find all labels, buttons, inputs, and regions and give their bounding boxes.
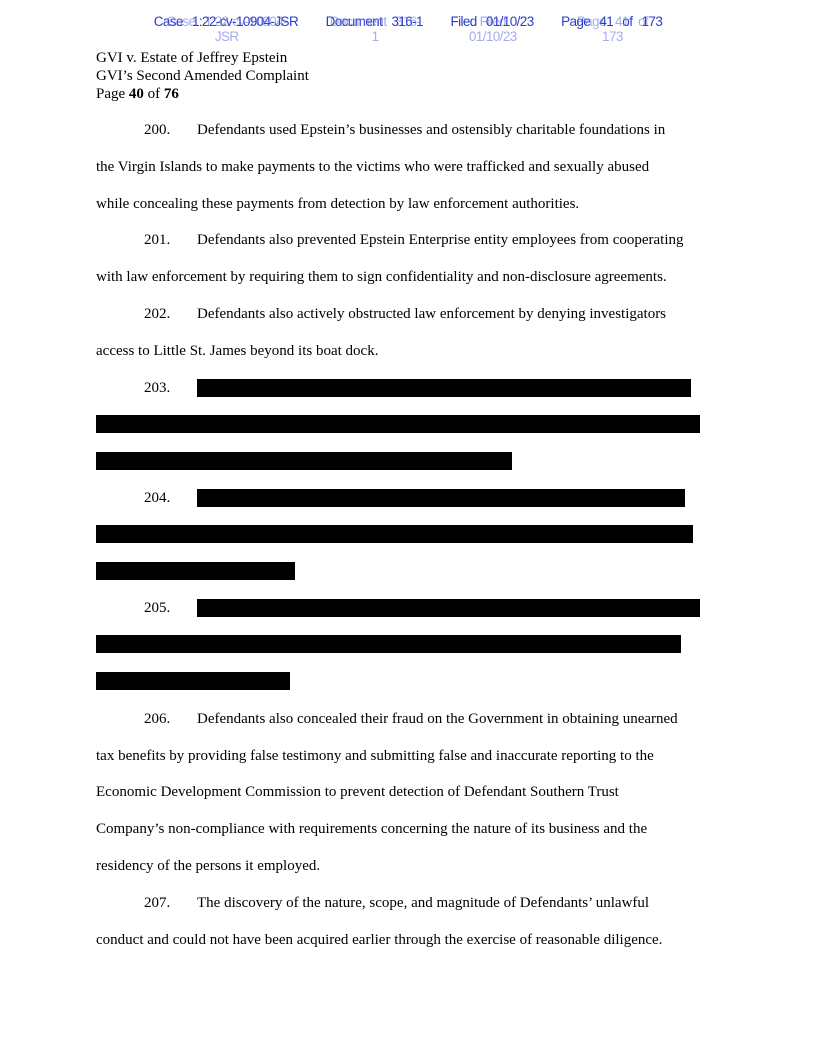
page-of: of xyxy=(147,86,161,102)
paragraph-line: Defendants also prevented Epstein Enterprise entity employees from cooperating xyxy=(197,232,684,248)
paragraph-line: while concealing these payments from detection by law enforcement authorities. xyxy=(96,196,580,212)
redaction-bar xyxy=(197,489,685,507)
court-filing-stamp xyxy=(0,14,816,29)
header-document-title: GVI’s Second Amended Complaint xyxy=(96,68,309,84)
header-case-title: GVI v. Estate of Jeffrey Epstein xyxy=(96,50,288,66)
paragraph-line: with law enforcement by requiring them to sign confidentiality and non-disclosure agreements. xyxy=(96,269,667,285)
paragraph-line: conduct and could not have been acquired earlier through the exercise of reasonable diligence. xyxy=(96,932,663,948)
paragraph-number: 205. xyxy=(144,600,171,616)
page-total: 76 xyxy=(163,86,179,102)
paragraph-number: 201. xyxy=(144,232,171,248)
redaction-bar xyxy=(197,379,691,397)
paragraph-number: 204. xyxy=(144,490,171,506)
redaction-bar xyxy=(96,415,700,433)
paragraph-line: access to Little St. James beyond its boat dock. xyxy=(96,343,379,359)
paragraph-line: Economic Development Commission to prevent detection of Defendant Southern Trust xyxy=(96,784,619,800)
header-page-number xyxy=(96,85,309,103)
paragraph-number: 202. xyxy=(144,306,171,322)
stamp-document-number: Document 316-1 Document 316-1 xyxy=(326,14,423,29)
page-number: 40 xyxy=(128,86,144,102)
paragraph-line: Company’s non-compliance with requirements concerning the nature of its business and the xyxy=(96,821,648,837)
redaction-bar xyxy=(96,525,693,543)
redaction-bar xyxy=(197,599,700,617)
paragraph-line: Defendants also concealed their fraud on the Government in obtaining unearned xyxy=(197,711,678,727)
paragraph-line: Defendants also actively obstructed law enforcement by denying investigators xyxy=(197,306,667,322)
paragraph-line: tax benefits by providing false testimony and submitting false and inaccurate reporting to the xyxy=(96,748,654,764)
paragraph-line: Defendants used Epstein’s businesses and ostensibly charitable foundations in xyxy=(197,122,666,138)
redaction-bar xyxy=(96,635,681,653)
paragraph-line: residency of the persons it employed. xyxy=(96,858,321,874)
redaction-bar xyxy=(96,452,512,470)
stamp-case-number: Case 1:22-cv-10904-JSR Case 1:22-cv-10904-JSR xyxy=(154,14,298,29)
stamp-filed-date: Filed 01/10/23 Filed 01/10/23 xyxy=(450,14,533,29)
paragraph-number: 203. xyxy=(144,380,171,396)
redaction-bar xyxy=(96,672,290,690)
paragraph-line: the Virgin Islands to make payments to the victims who were trafficked and sexually abused xyxy=(96,159,650,175)
document-header xyxy=(96,49,309,103)
stamp-page-count: Page 41 of 173 Page 41 of 173 xyxy=(561,14,662,29)
page-prefix: Page xyxy=(96,86,126,102)
redaction-bar xyxy=(96,562,295,580)
paragraph-number: 206. xyxy=(144,711,171,727)
paragraph-number: 207. xyxy=(144,895,171,911)
paragraph-number: 200. xyxy=(144,122,171,138)
paragraph-line: The discovery of the nature, scope, and magnitude of Defendants’ unlawful xyxy=(197,895,650,911)
